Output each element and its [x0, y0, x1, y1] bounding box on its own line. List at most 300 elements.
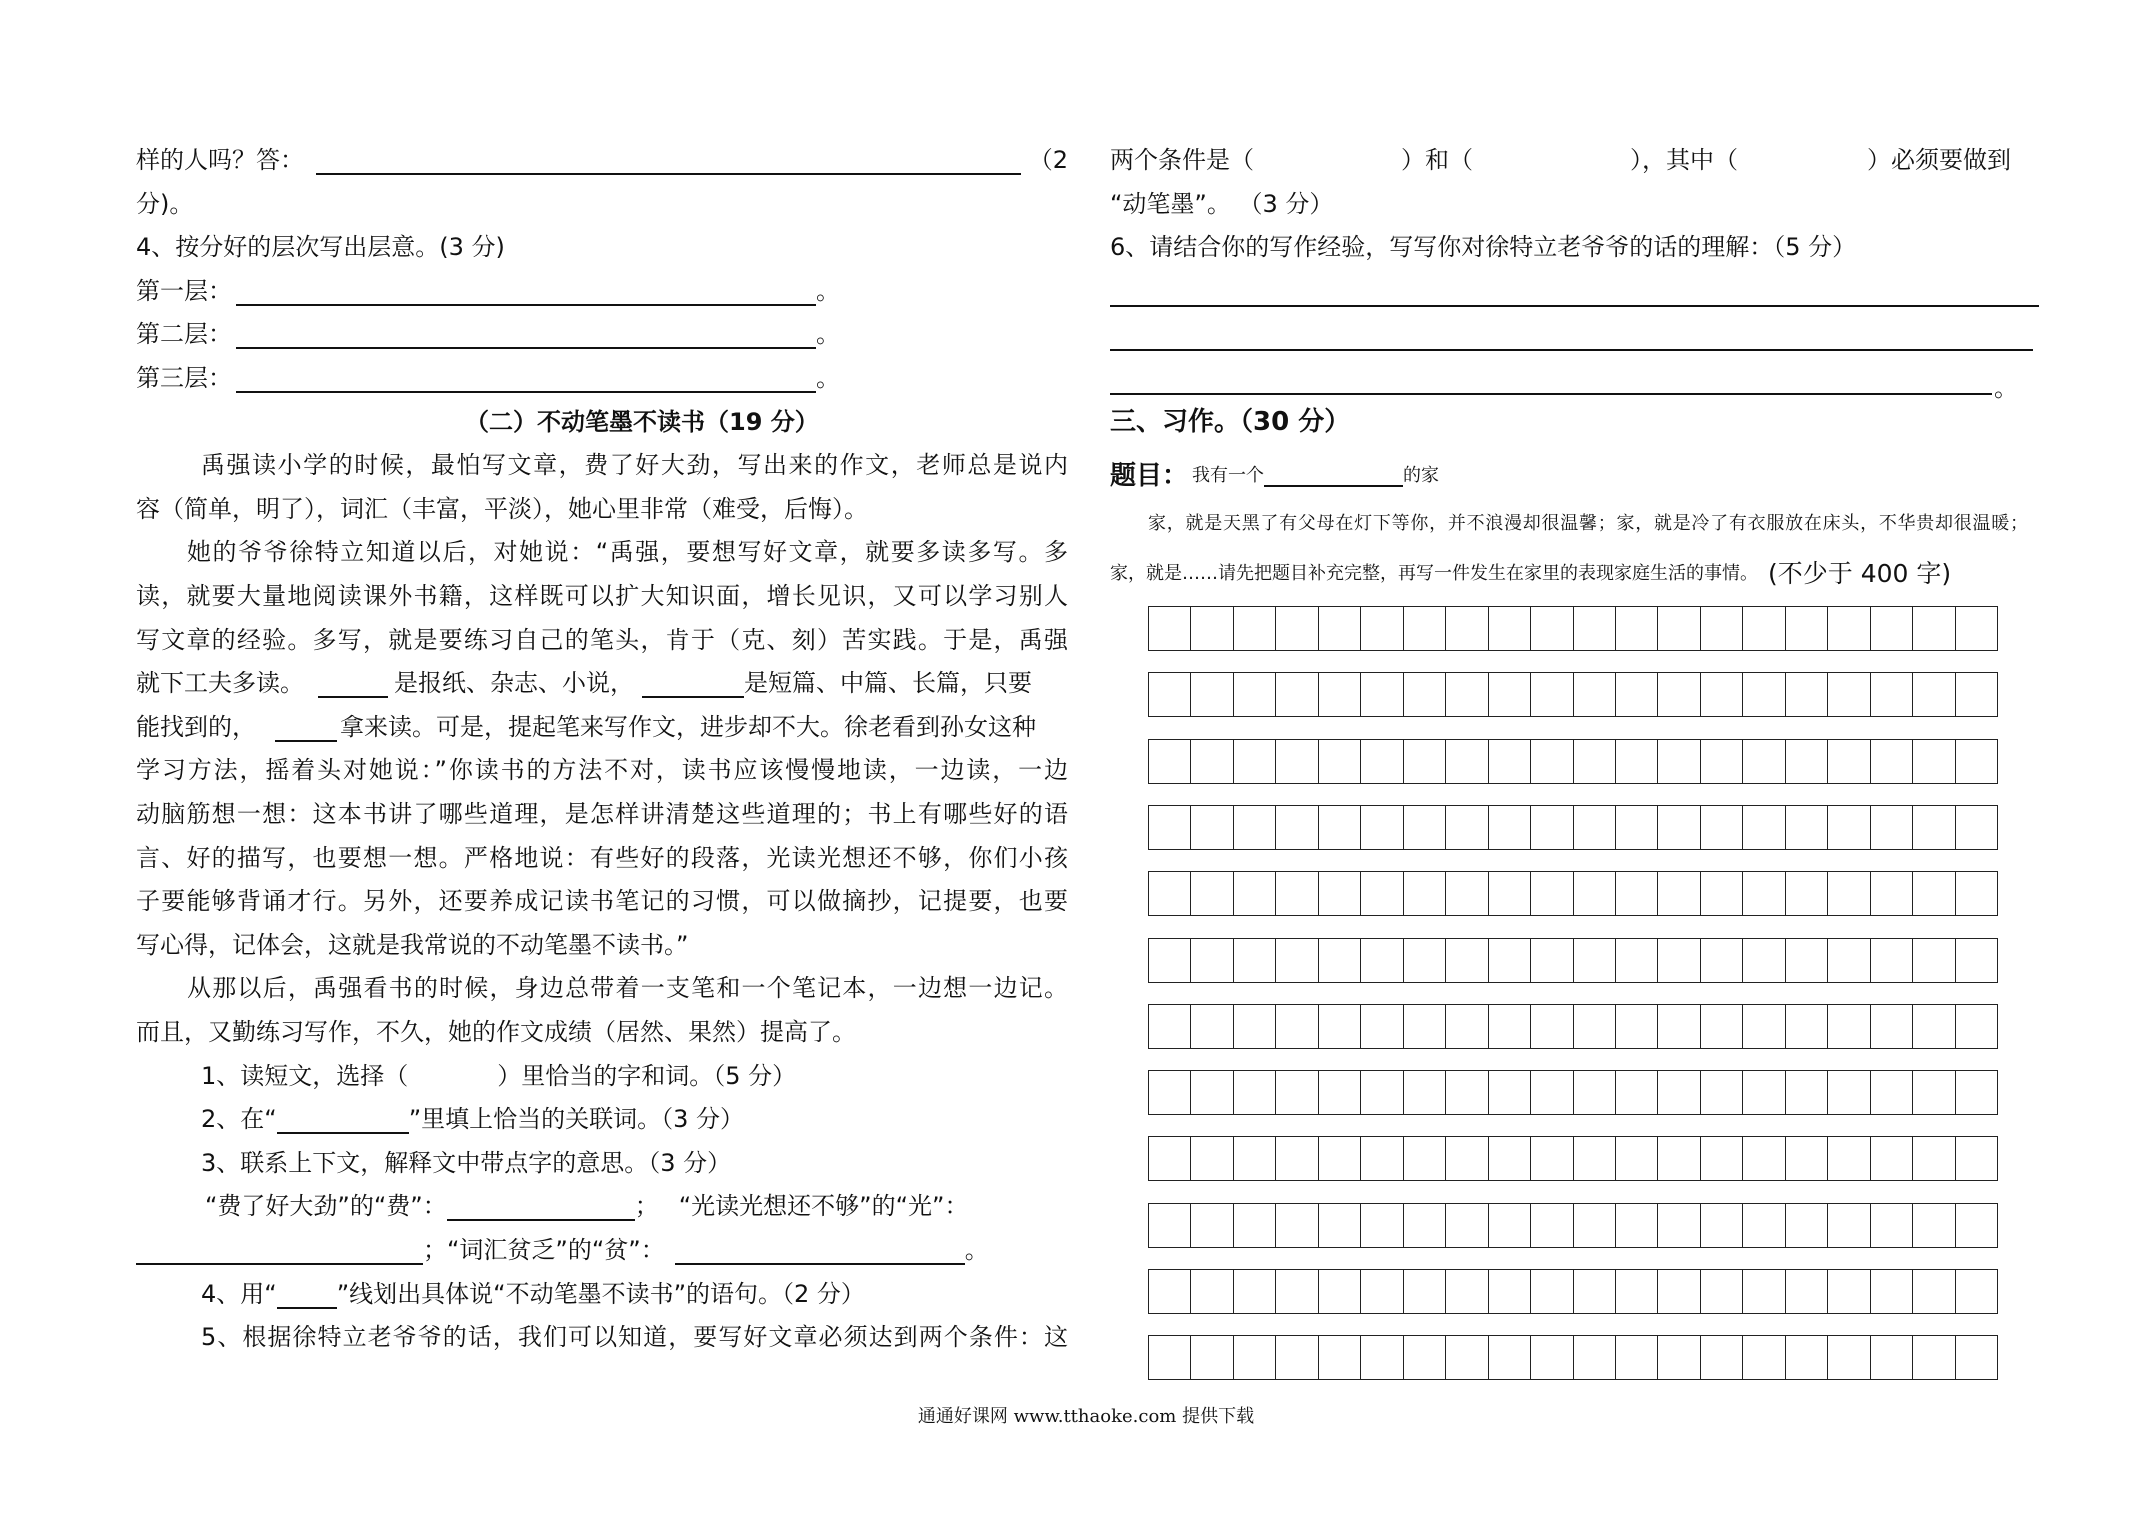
grid-cell [1701, 1270, 1743, 1313]
grid-cell [1913, 673, 1955, 716]
answer-blank [236, 364, 816, 393]
grid-cell [1956, 740, 1997, 783]
grid-cell [1743, 1336, 1785, 1379]
grid-cell [1658, 939, 1700, 982]
grid-row [1148, 1203, 1998, 1248]
question-text: ”里填上恰当的关联词。（3 分） [408, 1105, 745, 1133]
passage-line: 子要能够背诵才行。另外，还要养成记读书笔记的习惯，可以做摘抄，记提要，也要 [136, 887, 1068, 915]
grid-cell [1658, 740, 1700, 783]
grid-cell [1446, 1137, 1488, 1180]
grid-cell [1361, 673, 1403, 716]
prev-question-score: （2 [1028, 146, 1068, 174]
grid-cell [1361, 1005, 1403, 1048]
grid-cell [1616, 1071, 1658, 1114]
grid-cell [1616, 1336, 1658, 1379]
grid-row [1148, 739, 1998, 784]
grid-cell [1871, 1336, 1913, 1379]
grid-cell [1319, 1137, 1361, 1180]
passage-segment: 就下工夫多读。 [136, 669, 304, 697]
grid-cell [1276, 1336, 1318, 1379]
grid-cell [1149, 673, 1191, 716]
grid-cell [1191, 939, 1233, 982]
grid-cell [1276, 1005, 1318, 1048]
grid-cell [1828, 1005, 1870, 1048]
grid-cell [1319, 1204, 1361, 1247]
passage-line: 而且，又勤练习写作，不久，她的作文成绩（居然、果然）提高了。 [136, 1018, 856, 1046]
passage-segment: 能找到的， [136, 713, 256, 741]
grid-cell [1149, 1005, 1191, 1048]
passage-line: 容（简单，明了），词汇（丰富，平淡），她心里非常（难受，后悔）。 [136, 495, 868, 523]
grid-cell [1191, 1204, 1233, 1247]
question-item: “词汇贫乏”的“贫”： [447, 1236, 665, 1264]
answer-line [1110, 349, 2033, 351]
grid-cell [1956, 1071, 1997, 1114]
question-5-score: “动笔墨”。 （3 分） [1110, 190, 1334, 218]
question-text: 2、在“ [201, 1105, 277, 1133]
grid-row [1148, 1070, 1998, 1115]
question-text: ）里恰当的字和词。（5 分） [497, 1062, 797, 1090]
grid-cell [1828, 1336, 1870, 1379]
question-item: “费了好大劲”的“费”： [205, 1192, 447, 1220]
grid-cell [1616, 939, 1658, 982]
grid-cell [1574, 607, 1616, 650]
grid-cell [1234, 673, 1276, 716]
grid-cell [1531, 740, 1573, 783]
grid-cell [1786, 1204, 1828, 1247]
grid-cell [1489, 872, 1531, 915]
layer-label: 第三层： [136, 364, 232, 392]
bracket-space [1254, 155, 1401, 165]
passage-line-with-blanks [136, 705, 1068, 749]
grid-cell [1913, 806, 1955, 849]
grid-cell [1191, 1005, 1233, 1048]
question-text: 1、读短文，选择（ [201, 1062, 409, 1090]
grid-cell [1149, 1270, 1191, 1313]
grid-cell [1658, 1137, 1700, 1180]
answer-blank [447, 1192, 635, 1221]
grid-row [1148, 805, 1998, 850]
prev-question-lead: 样的人吗？答： [136, 146, 304, 174]
grid-cell [1319, 1270, 1361, 1313]
grid-cell [1489, 939, 1531, 982]
grid-cell [1574, 1071, 1616, 1114]
grid-cell [1828, 806, 1870, 849]
grid-cell [1361, 1071, 1403, 1114]
grid-cell [1743, 1005, 1785, 1048]
grid-cell [1489, 806, 1531, 849]
passage-line-with-blanks [136, 661, 1068, 705]
grid-cell [1956, 1204, 1997, 1247]
grid-cell [1616, 607, 1658, 650]
grid-cell [1786, 1137, 1828, 1180]
writing-grid [1148, 606, 1998, 1381]
question-text: ）和（ [1401, 146, 1473, 174]
grid-cell [1913, 1204, 1955, 1247]
grid-cell [1404, 1336, 1446, 1379]
grid-cell [1149, 939, 1191, 982]
grid-cell [1701, 1137, 1743, 1180]
grid-cell [1574, 1137, 1616, 1180]
grid-cell [1404, 1137, 1446, 1180]
bracket-space [1473, 155, 1630, 165]
grid-cell [1149, 607, 1191, 650]
grid-cell [1531, 939, 1573, 982]
passage-line: 写心得，记体会，这就是我常说的不动笔墨不读书。” [136, 931, 689, 959]
grid-cell [1489, 673, 1531, 716]
grid-cell [1489, 1005, 1531, 1048]
grid-cell [1361, 872, 1403, 915]
question-text: ），其中（ [1630, 146, 1738, 174]
grid-cell [1489, 1270, 1531, 1313]
layer-end: 。 [816, 364, 840, 392]
essay-title-line [1110, 454, 2040, 498]
grid-cell [1574, 1270, 1616, 1313]
grid-cell [1319, 806, 1361, 849]
grid-cell [1319, 872, 1361, 915]
grid-cell [1658, 1204, 1700, 1247]
grid-cell [1743, 607, 1785, 650]
grid-cell [1531, 1270, 1573, 1313]
grid-cell [1234, 806, 1276, 849]
grid-cell [1149, 740, 1191, 783]
answer-blank [236, 277, 816, 306]
grid-cell [1956, 673, 1997, 716]
grid-cell [1658, 1005, 1700, 1048]
grid-cell [1701, 1336, 1743, 1379]
grid-cell [1276, 740, 1318, 783]
fill-blank [318, 669, 388, 698]
question-1 [201, 1054, 1068, 1098]
grid-cell [1531, 1071, 1573, 1114]
grid-cell [1786, 1005, 1828, 1048]
grid-cell [1786, 1071, 1828, 1114]
essay-prompt-line-2 [1110, 554, 2040, 594]
passage-line: 她的爷爷徐特立知道以后，对她说：“禹强，要想写好文章，就要多读多写。多 [187, 538, 1068, 566]
grid-cell [1234, 740, 1276, 783]
grid-cell [1319, 1336, 1361, 1379]
grid-cell [1956, 806, 1997, 849]
grid-cell [1489, 1204, 1531, 1247]
grid-cell [1956, 1005, 1997, 1048]
grid-cell [1743, 1204, 1785, 1247]
question-text: ）必须要做到 [1867, 146, 2011, 174]
grid-cell [1234, 1071, 1276, 1114]
title-label: 题目： [1110, 461, 1189, 491]
grid-cell [1191, 1270, 1233, 1313]
grid-cell [1913, 872, 1955, 915]
line-end: 。 [964, 1236, 989, 1264]
question-text: 4、用“ [201, 1280, 277, 1308]
grid-cell [1786, 1336, 1828, 1379]
grid-cell [1276, 872, 1318, 915]
grid-cell [1276, 1071, 1318, 1114]
grid-cell [1828, 939, 1870, 982]
grid-cell [1319, 740, 1361, 783]
passage-line: 从那以后，禹强看书的时候，身边总带着一支笔和一个笔记本，一边想一边记。 [187, 974, 1068, 1002]
grid-cell [1234, 1137, 1276, 1180]
grid-cell [1828, 1270, 1870, 1313]
grid-cell [1489, 1071, 1531, 1114]
grid-cell [1404, 939, 1446, 982]
grid-cell [1658, 1270, 1700, 1313]
grid-cell [1786, 740, 1828, 783]
layer-line-3 [136, 356, 1068, 400]
grid-cell [1574, 1005, 1616, 1048]
grid-cell [1446, 1204, 1488, 1247]
section3-heading: 三、习作。（30 分） [1110, 407, 1351, 437]
grid-cell [1319, 673, 1361, 716]
grid-cell [1828, 1071, 1870, 1114]
grid-cell [1191, 673, 1233, 716]
grid-cell [1828, 1204, 1870, 1247]
page-footer: 通通好课网 www.tthaoke.com 提供下载 [917, 1406, 1255, 1427]
grid-cell [1828, 673, 1870, 716]
grid-row [1148, 1136, 1998, 1181]
passage-segment: 是短篇、中篇、长篇，只要 [744, 669, 1032, 697]
separator: ； [423, 1236, 447, 1264]
grid-cell [1446, 806, 1488, 849]
fill-blank [275, 713, 337, 742]
grid-row [1148, 1335, 1998, 1380]
grid-cell [1913, 607, 1955, 650]
grid-cell [1404, 1204, 1446, 1247]
grid-cell [1149, 1071, 1191, 1114]
grid-cell [1616, 1005, 1658, 1048]
grid-cell [1361, 740, 1403, 783]
grid-cell [1743, 1137, 1785, 1180]
grid-cell [1786, 1270, 1828, 1313]
grid-cell [1616, 740, 1658, 783]
grid-cell [1574, 1336, 1616, 1379]
grid-cell [1828, 1137, 1870, 1180]
grid-cell [1828, 607, 1870, 650]
word-limit: (不少于 400 字) [1768, 559, 1952, 588]
grid-cell [1276, 1270, 1318, 1313]
prev-question-answer-line [136, 138, 1068, 182]
grid-cell [1913, 1137, 1955, 1180]
answer-blank [675, 1236, 965, 1265]
grid-cell [1276, 939, 1318, 982]
grid-cell [1319, 607, 1361, 650]
grid-cell [1786, 673, 1828, 716]
grid-cell [1956, 1137, 1997, 1180]
essay-prompt-line-1: 家，就是天黑了有父母在灯下等你，并不浪漫却很温馨；家，就是冷了有衣服放在床头，不华贵却很温暖； [1148, 513, 2028, 534]
grid-row [1148, 606, 1998, 651]
grid-cell [1913, 1005, 1955, 1048]
grid-cell [1234, 1005, 1276, 1048]
grid-cell [1361, 1137, 1403, 1180]
grid-cell [1701, 872, 1743, 915]
grid-cell [1871, 1270, 1913, 1313]
grid-cell [1701, 1204, 1743, 1247]
grid-cell [1616, 872, 1658, 915]
grid-cell [1786, 939, 1828, 982]
grid-cell [1743, 872, 1785, 915]
grid-cell [1701, 806, 1743, 849]
grid-cell [1701, 607, 1743, 650]
grid-cell [1956, 1336, 1997, 1379]
grid-cell [1658, 673, 1700, 716]
grid-cell [1531, 607, 1573, 650]
grid-cell [1489, 740, 1531, 783]
grid-cell [1574, 806, 1616, 849]
grid-cell [1913, 740, 1955, 783]
grid-cell [1234, 1270, 1276, 1313]
grid-cell [1276, 673, 1318, 716]
grid-cell [1446, 939, 1488, 982]
grid-cell [1361, 806, 1403, 849]
grid-cell [1404, 740, 1446, 783]
grid-cell [1871, 1137, 1913, 1180]
grid-cell [1913, 1336, 1955, 1379]
answer-line-end: 。 [1994, 374, 2018, 402]
grid-cell [1658, 1071, 1700, 1114]
grid-cell [1956, 872, 1997, 915]
grid-cell [1446, 872, 1488, 915]
grid-cell [1404, 607, 1446, 650]
question-5: 5、根据徐特立老爷爷的话，我们可以知道，要写好文章必须达到两个条件：这 [201, 1323, 1068, 1351]
spacer [659, 1201, 679, 1211]
grid-cell [1234, 939, 1276, 982]
grid-cell [1404, 673, 1446, 716]
grid-cell [1404, 872, 1446, 915]
layer-label: 第一层： [136, 277, 232, 305]
grid-cell [1871, 1071, 1913, 1114]
grid-cell [1616, 1270, 1658, 1313]
essay-prompt-text: 家，就是……请先把题目补充完整，再写一件发生在家里的表现家庭生活的事情。 [1110, 563, 1758, 584]
grid-cell [1531, 1137, 1573, 1180]
grid-cell [1191, 607, 1233, 650]
grid-row [1148, 938, 1998, 983]
answer-line [1110, 305, 2039, 307]
grid-cell [1616, 806, 1658, 849]
grid-cell [1361, 1204, 1403, 1247]
grid-cell [1319, 1071, 1361, 1114]
grid-cell [1574, 1204, 1616, 1247]
grid-cell [1276, 1204, 1318, 1247]
bracket-space [408, 1071, 497, 1081]
layer-line-2 [136, 312, 1068, 356]
layer-label: 第二层： [136, 320, 232, 348]
grid-cell [1319, 1005, 1361, 1048]
grid-cell [1404, 1071, 1446, 1114]
question-text: 两个条件是（ [1110, 146, 1254, 174]
question-5-continued [1110, 138, 2040, 182]
grid-cell [1743, 673, 1785, 716]
grid-cell [1701, 939, 1743, 982]
layer-end: 。 [816, 320, 840, 348]
grid-cell [1956, 1270, 1997, 1313]
grid-cell [1871, 1005, 1913, 1048]
grid-cell [1743, 806, 1785, 849]
grid-cell [1276, 806, 1318, 849]
grid-cell [1871, 673, 1913, 716]
grid-cell [1913, 939, 1955, 982]
grid-cell [1191, 806, 1233, 849]
grid-cell [1361, 607, 1403, 650]
grid-cell [1786, 872, 1828, 915]
grid-cell [1489, 1336, 1531, 1379]
grid-cell [1531, 872, 1573, 915]
passage-segment: 拿来读。可是，提起笔来写作文，进步却不大。徐老看到孙女这种 [340, 713, 1036, 741]
grid-cell [1574, 740, 1616, 783]
question-4 [201, 1272, 1068, 1316]
grid-cell [1446, 1336, 1488, 1379]
grid-cell [1531, 1204, 1573, 1247]
grid-cell [1319, 939, 1361, 982]
grid-cell [1149, 806, 1191, 849]
passage-line: 言、好的描写，也要想一想。严格地说：有些好的段落，光读光想还不够，你们小孩 [136, 844, 1068, 872]
title-text: 的家 [1403, 465, 1440, 486]
title-blank [1264, 465, 1403, 487]
grid-cell [1191, 1137, 1233, 1180]
fill-blank [277, 1280, 337, 1309]
separator: ； [634, 1192, 659, 1220]
grid-cell [1743, 740, 1785, 783]
grid-cell [1446, 1005, 1488, 1048]
passage-line: 学习方法，摇着头对她说：”你读书的方法不对，读书应该慢慢地读，一边读，一边 [136, 756, 1068, 784]
grid-cell [1446, 1270, 1488, 1313]
grid-cell [1701, 1071, 1743, 1114]
grid-cell [1404, 1005, 1446, 1048]
passage-line: 禹强读小学的时候，最怕写文章，费了好大劲，写出来的作文，老师总是说内 [201, 451, 1068, 479]
grid-cell [1531, 1005, 1573, 1048]
grid-cell [1149, 872, 1191, 915]
answer-blank [316, 146, 1021, 175]
grid-cell [1446, 740, 1488, 783]
passage-line: 写文章的经验。多写，就是要练习自己的笔头，肯于（克、刻）苦实践。于是，禹强 [136, 626, 1068, 654]
grid-cell [1489, 607, 1531, 650]
answer-blank [136, 1236, 423, 1265]
grid-cell [1276, 1137, 1318, 1180]
grid-row [1148, 1269, 1998, 1314]
answer-blank [236, 320, 816, 349]
question-6-prompt: 6、请结合你的写作经验，写写你对徐特立老爷爷的话的理解：（5 分） [1110, 233, 1857, 261]
section2-heading: （二）不动笔墨不读书（19 分） [465, 408, 819, 436]
grid-row [1148, 1004, 1998, 1049]
answer-line [1110, 393, 1992, 395]
grid-cell [1658, 607, 1700, 650]
grid-cell [1616, 1137, 1658, 1180]
grid-cell [1871, 740, 1913, 783]
grid-cell [1786, 806, 1828, 849]
grid-cell [1701, 1005, 1743, 1048]
grid-cell [1404, 806, 1446, 849]
grid-cell [1658, 1336, 1700, 1379]
grid-cell [1828, 872, 1870, 915]
grid-cell [1743, 1071, 1785, 1114]
title-text: 我有一个 [1192, 465, 1265, 486]
grid-cell [1361, 939, 1403, 982]
layer-end: 。 [816, 277, 840, 305]
grid-cell [1234, 872, 1276, 915]
grid-cell [1658, 872, 1700, 915]
grid-cell [1956, 939, 1997, 982]
grid-cell [1574, 939, 1616, 982]
grid-cell [1191, 872, 1233, 915]
grid-cell [1828, 740, 1870, 783]
grid-cell [1446, 607, 1488, 650]
grid-cell [1531, 806, 1573, 849]
grid-cell [1616, 1204, 1658, 1247]
grid-cell [1701, 673, 1743, 716]
prev-question-score-cont: 分)。 [136, 190, 194, 218]
grid-cell [1276, 607, 1318, 650]
grid-cell [1191, 1336, 1233, 1379]
grid-cell [1956, 607, 1997, 650]
question-item: “光读光想还不够”的“光”： [678, 1192, 969, 1220]
grid-cell [1786, 607, 1828, 650]
